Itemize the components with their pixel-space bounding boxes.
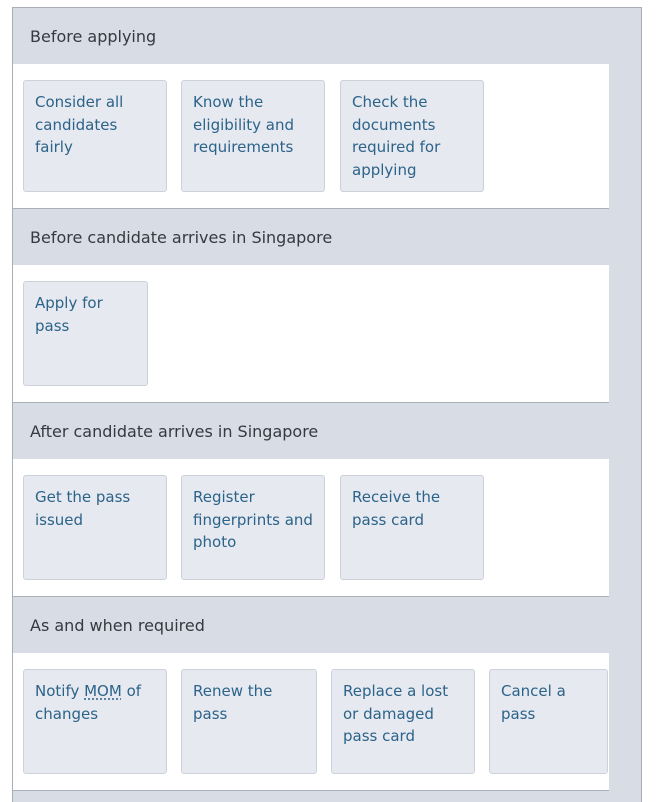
section-title: Before candidate arrives in Singapore xyxy=(13,209,609,265)
pass-journey-panel xyxy=(12,7,642,802)
card-apply-for-pass[interactable]: Apply for pass xyxy=(23,281,148,386)
card-label-prefix: Notify xyxy=(35,682,85,700)
section-before-applying xyxy=(13,8,609,209)
card-consider-candidates[interactable]: Consider all candidates fairly xyxy=(23,80,167,192)
section-cards xyxy=(13,64,609,209)
card-receive-pass-card[interactable]: Receive the pass card xyxy=(340,475,484,580)
section-title: Before applying xyxy=(13,8,609,64)
card-register-fingerprints[interactable]: Register fingerprints and photo xyxy=(181,475,325,580)
card-check-documents[interactable]: Check the documents required for applying xyxy=(340,80,484,192)
section-cards xyxy=(13,265,609,403)
section-title: As and when required xyxy=(13,597,609,653)
card-label-suffix: of changes xyxy=(35,682,142,723)
section-before-arrival xyxy=(13,209,609,403)
section-cards xyxy=(13,459,609,597)
card-notify-mom[interactable] xyxy=(23,669,167,774)
card-eligibility-requirements[interactable]: Know the eligibility and requirements xyxy=(181,80,325,192)
mom-abbreviation[interactable]: MOM xyxy=(84,682,122,700)
card-replace-pass-card[interactable]: Replace a lost or damaged pass card xyxy=(331,669,475,774)
card-get-pass-issued[interactable]: Get the pass issued xyxy=(23,475,167,580)
section-as-when-required xyxy=(13,597,609,791)
card-renew-pass[interactable]: Renew the pass xyxy=(181,669,317,774)
card-cancel-pass[interactable]: Cancel a pass xyxy=(489,669,608,774)
section-title: After candidate arrives in Singapore xyxy=(13,403,609,459)
section-cards xyxy=(13,653,609,791)
section-after-arrival xyxy=(13,403,609,597)
